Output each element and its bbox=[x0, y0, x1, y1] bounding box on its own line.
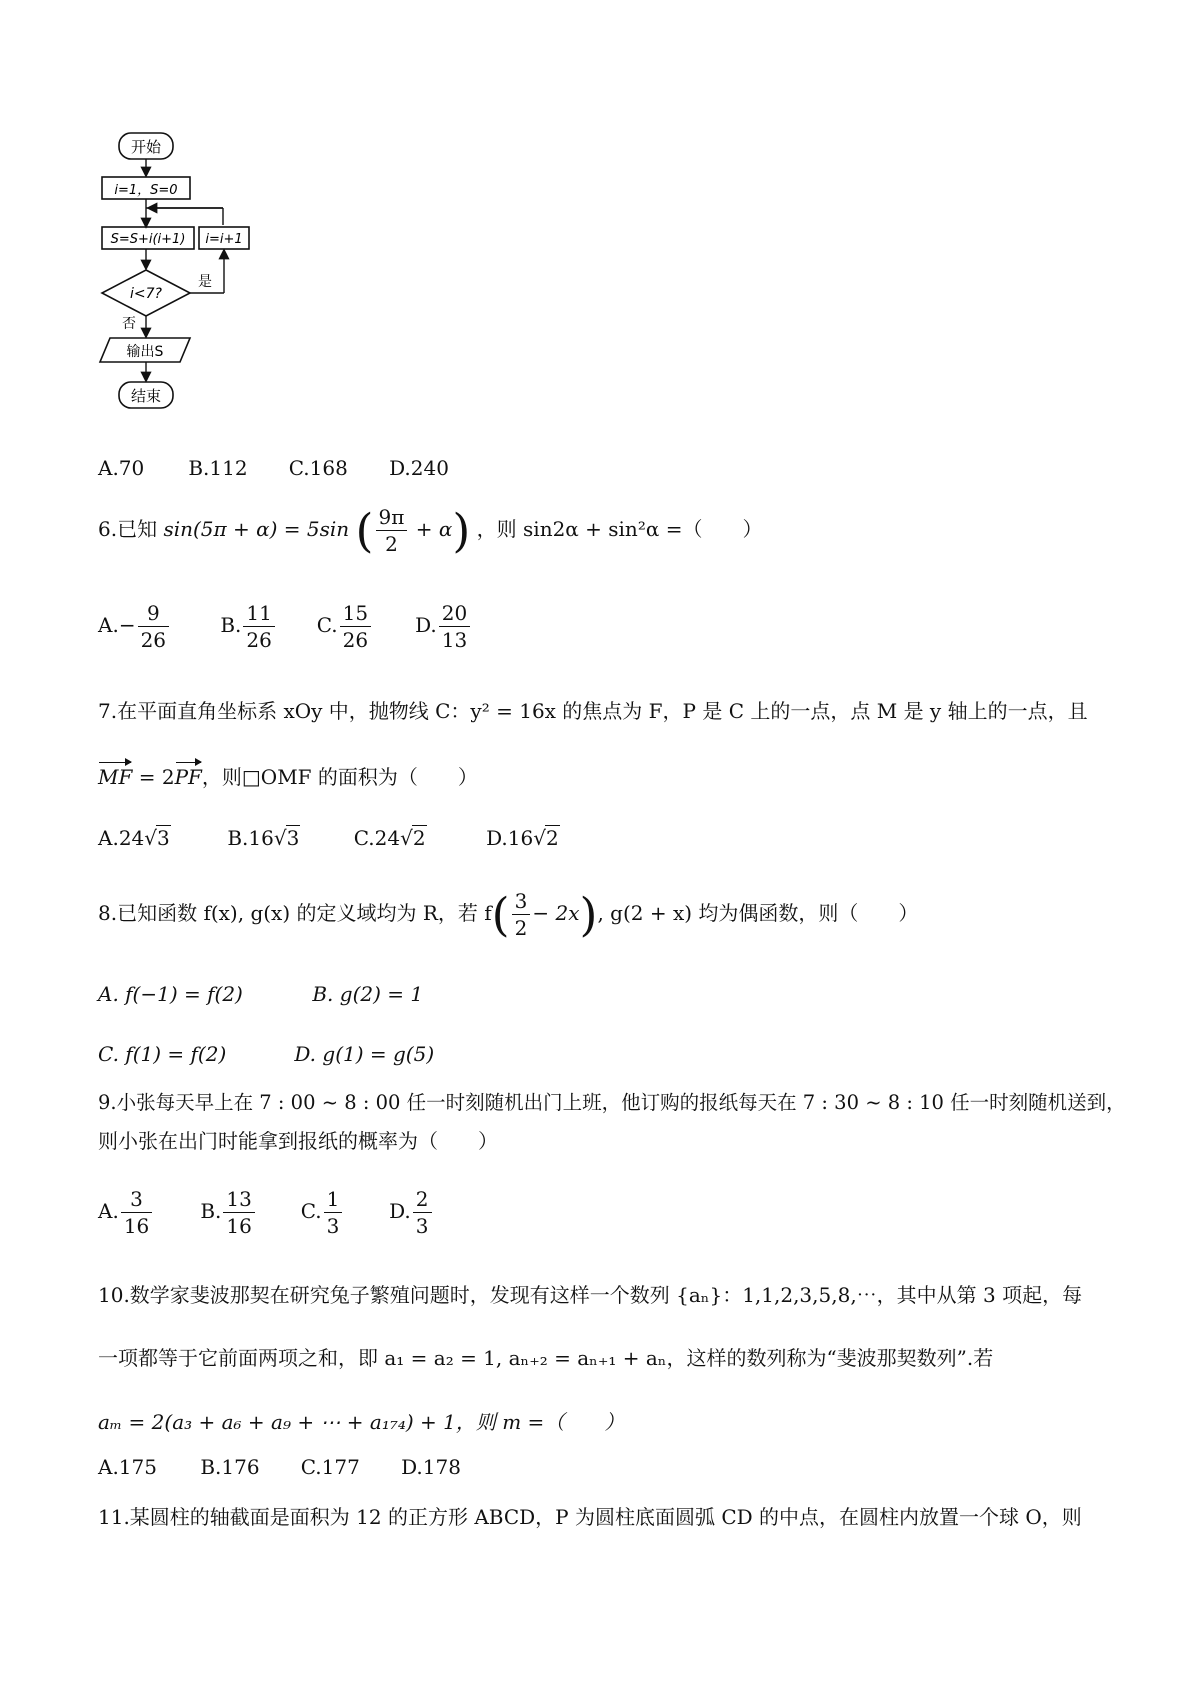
flow-init-label: i=1，S=0 bbox=[114, 183, 178, 198]
q5-option-b[interactable]: B.112 bbox=[188, 456, 248, 480]
q5-options bbox=[98, 456, 449, 480]
q7-options bbox=[98, 826, 560, 850]
q6-tail: ，则 sin2α + sin²α =（ ） bbox=[476, 517, 763, 541]
q7-option-a[interactable]: A.24√3 bbox=[98, 826, 170, 850]
q8-stem: 8.已知函数 f(x), g(x) 的定义域均为 R，若 f( $\frac{3}{2}$ − 2x), g(2 + x) 均为偶函数，则（ ） bbox=[98, 887, 919, 942]
flow-end-label: 结束 bbox=[130, 387, 162, 405]
q7-option-c[interactable]: C.24√2 bbox=[353, 826, 426, 850]
q10-line3: aₘ = 2(a₃ + a₆ + a₉ + ⋯ + a₁₇₄) + 1，则 m =（ ） bbox=[98, 1410, 625, 1434]
q10-line1: 10.数学家斐波那契在研究兔子繁殖问题时，发现有这样一个数列 {aₙ}：1,1,2,3,5,8,⋯，其中从第 3 项起，每 bbox=[98, 1283, 1083, 1307]
q6-option-b[interactable]: B. $\frac{11}{26}$ bbox=[220, 600, 310, 653]
q5-option-c[interactable]: C.168 bbox=[288, 456, 348, 480]
q9-option-a[interactable]: A. $\frac{3}{16}$ bbox=[98, 1186, 194, 1239]
q6-stem: 6.已知 sin(5π + α) = 5sin ( $\frac{9\pi}{2}$ + α) ，则 sin2α + sin²α =（ ） bbox=[98, 503, 763, 558]
q9-line1: 9.小张每天早上在 7 : 00 ~ 8 : 00 任一时刻随机出门上班，他订购的报纸每天在 7 : 30 ~ 8 : 10 任一时刻随机送到， bbox=[98, 1091, 1126, 1114]
q10-option-d[interactable]: D.178 bbox=[401, 1455, 461, 1479]
flow-start-label: 开始 bbox=[130, 138, 162, 156]
q7-option-d[interactable]: D.16√2 bbox=[486, 826, 559, 850]
q8-fraction: $\frac{3}{2}$ bbox=[512, 888, 531, 941]
q6-eq-left: sin(5π + α) = 5sin bbox=[163, 517, 350, 541]
q7-vector-pf: PF bbox=[174, 765, 202, 789]
q6-fraction: $\frac{9\pi}{2}$ bbox=[376, 504, 408, 557]
q6-option-a[interactable]: A.− $\frac{9}{26}$ bbox=[98, 600, 214, 653]
q8-options-row2 bbox=[98, 1042, 434, 1066]
q9-line2: 则小张在出门时能拿到报纸的概率为（ ） bbox=[98, 1129, 498, 1153]
q11-line1: 11.某圆柱的轴截面是面积为 12 的正方形 ABCD，P 为圆柱底面圆弧 CD 的中点，在圆柱内放置一个球 O，则 bbox=[98, 1505, 1082, 1529]
q6-prefix: 6.已知 bbox=[98, 517, 158, 541]
flow-condition-label: i<7? bbox=[130, 286, 162, 302]
q10-option-b[interactable]: B.176 bbox=[200, 1455, 260, 1479]
flow-no-label: 否 bbox=[122, 316, 136, 332]
q8-option-a[interactable]: A. f(−1) = f(2) bbox=[98, 982, 243, 1006]
q7-line2: MF = 2PF，则□OMF 的面积为（ ） bbox=[98, 765, 478, 789]
q8-option-b[interactable]: B. g(2) = 1 bbox=[312, 982, 424, 1006]
q9-option-b[interactable]: B. $\frac{13}{16}$ bbox=[200, 1186, 294, 1239]
q8-prefix: 8.已知函数 f(x), g(x) 的定义域均为 R，若 f bbox=[98, 901, 492, 925]
flow-process-label: S=S+i(i+1) bbox=[110, 232, 186, 247]
q7-line1: 7.在平面直角坐标系 xOy 中，抛物线 C：y² = 16x 的焦点为 F，P 是 C 上的一点，点 M 是 y 轴上的一点，且 bbox=[98, 699, 1088, 723]
flow-increment-label: i=i+1 bbox=[205, 232, 243, 247]
q5-option-a[interactable]: A.70 bbox=[98, 456, 145, 480]
q10-options bbox=[98, 1455, 461, 1479]
q8-options-row1 bbox=[98, 982, 423, 1006]
q10-line2: 一项都等于它前面两项之和，即 a₁ = a₂ = 1, aₙ₊₂ = aₙ₊₁ + aₙ，这样的数列称为“斐波那契数列”.若 bbox=[98, 1346, 994, 1370]
flowchart bbox=[95, 130, 275, 440]
q5-option-d[interactable]: D.240 bbox=[389, 456, 449, 480]
q7-line2-tail: ，则□OMF 的面积为（ ） bbox=[201, 765, 478, 789]
flow-yes-label: 是 bbox=[198, 274, 212, 290]
q6-eq-right: + α bbox=[415, 517, 453, 541]
q9-option-d[interactable]: D. $\frac{2}{3}$ bbox=[389, 1199, 433, 1223]
q7-option-b[interactable]: B.16√3 bbox=[227, 826, 300, 850]
q6-option-c[interactable]: C. $\frac{15}{26}$ bbox=[317, 600, 409, 653]
q8-option-c[interactable]: C. f(1) = f(2) bbox=[98, 1042, 227, 1066]
q9-options bbox=[98, 1186, 434, 1239]
q7-vector-mf: MF bbox=[98, 765, 133, 789]
q8-tail: , g(2 + x) 均为偶函数，则（ ） bbox=[597, 901, 919, 925]
q8-option-d[interactable]: D. g(1) = g(5) bbox=[294, 1042, 435, 1066]
flow-output-label: 输出S bbox=[126, 344, 164, 360]
q6-options bbox=[98, 600, 472, 653]
q6-option-d[interactable]: D. $\frac{20}{13}$ bbox=[415, 613, 472, 637]
q10-option-a[interactable]: A.175 bbox=[98, 1455, 157, 1479]
q9-option-c[interactable]: C. $\frac{1}{3}$ bbox=[301, 1186, 383, 1239]
q10-option-c[interactable]: C.177 bbox=[300, 1455, 360, 1479]
